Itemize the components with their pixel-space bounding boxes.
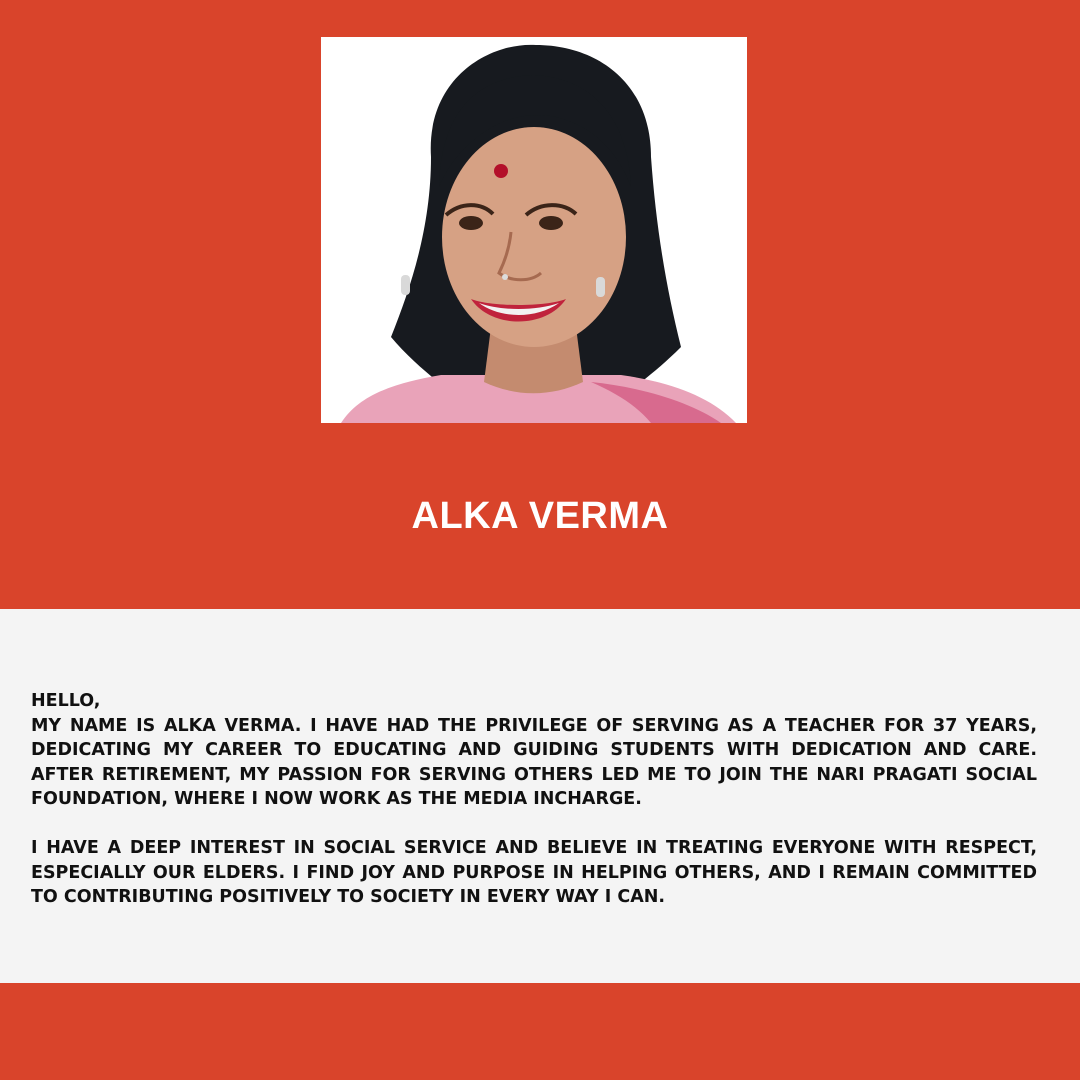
profile-name: ALKA VERMA [411, 495, 669, 537]
bio-paragraph-1: MY NAME IS ALKA VERMA. I HAVE HAD THE PRIVILEGE OF SERVING AS A TEACHER FOR 37 YEARS, DEDICATING MY CAREER TO EDUCATING AND GUIDING STUDENTS WITH DEDICATION AND CARE. AFTER RETIREMENT, MY PASSION FOR SERVING OTHERS LED ME TO JOIN THE NARI PRAGATI SOCIAL FOUNDATION, WHERE I NOW WORK AS THE MEDIA INCHARGE. [31, 715, 1037, 809]
profile-photo [321, 37, 747, 423]
bio-panel [0, 609, 1080, 983]
bio-paragraph-2: I HAVE A DEEP INTEREST IN SOCIAL SERVICE AND BELIEVE IN TREATING EVERYONE WITH RESPECT, ESPECIALLY OUR ELDERS. I FIND JOY AND PURPOSE IN HELPING OTHERS, AND I REMAIN COMMITTED TO CONTRIBUTING POSITIVELY TO SOCIETY IN EVERY WAY I CAN. [31, 838, 1037, 907]
bio-text [31, 689, 1037, 910]
portrait-photo-icon [321, 37, 747, 423]
footer-band [0, 983, 1080, 1080]
bio-greeting: HELLO, [31, 691, 101, 711]
